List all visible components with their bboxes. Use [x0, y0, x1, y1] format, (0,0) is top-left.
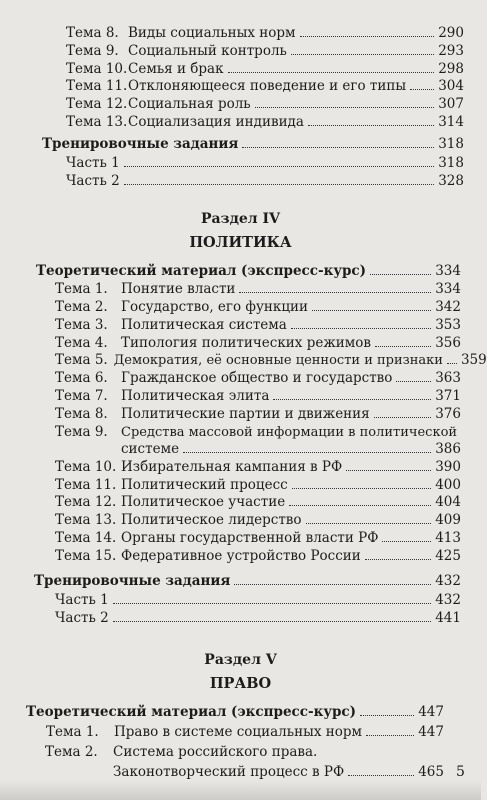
- topic-number: Тема 2.: [45, 744, 98, 760]
- folio-number: 5: [456, 764, 465, 780]
- page-number: 359: [460, 352, 487, 368]
- training-label: Тренировочные задания: [42, 136, 239, 152]
- toc-entry[interactable]: [55, 512, 461, 529]
- topic-number: Тема 2.: [55, 299, 108, 315]
- theory-label: Теоретический материал (экспресс-курс): [36, 263, 367, 279]
- topic-title: Политический процесс: [121, 477, 288, 493]
- page-number: 363: [435, 370, 461, 386]
- topic-title: Гражданское общество и государство: [121, 370, 393, 386]
- leader-dots: [396, 381, 431, 382]
- topic-title: Политическое участие: [121, 494, 286, 510]
- toc-entry[interactable]: [55, 424, 461, 441]
- leader-dots: [113, 603, 431, 604]
- leader-dots: [346, 470, 431, 471]
- topic-title: Семья и брак: [128, 61, 224, 77]
- topic-title: Государство, его функции: [121, 299, 309, 315]
- topic-number: Тема 9.: [66, 43, 119, 59]
- page-number: 314: [438, 114, 464, 130]
- toc-entry[interactable]: [66, 43, 464, 60]
- leader-dots: [374, 417, 432, 418]
- leader-dots: [366, 735, 414, 736]
- page-number: 293: [438, 43, 464, 59]
- toc-entry[interactable]: [55, 299, 461, 316]
- page-number: 404: [435, 494, 461, 510]
- topic-title: Право в системе социальных норм: [114, 724, 362, 740]
- topic-title: Средства массовой информации в политической: [121, 425, 458, 440]
- topic-number: Тема 3.: [55, 317, 108, 333]
- topic-title: Политические партии и движения: [121, 406, 370, 422]
- topic-number: Тема 13.: [55, 512, 117, 528]
- page-number: 413: [435, 530, 461, 546]
- topic-title: Политическая элита: [121, 388, 270, 404]
- topic-number: Тема 12.: [55, 494, 117, 510]
- toc-entry[interactable]: [55, 459, 461, 476]
- topic-title: Социализация индивида: [128, 114, 304, 130]
- topic-title-continuation: системе: [121, 441, 180, 457]
- topic-title: Система российского права.: [113, 744, 318, 760]
- part-label: Часть 2: [55, 610, 109, 626]
- toc-entry[interactable]: [55, 317, 461, 334]
- page-number: 318: [438, 136, 464, 152]
- toc-entry[interactable]: [55, 352, 487, 369]
- topic-number: Тема 5.: [55, 352, 108, 368]
- topic-title: Виды социальных норм: [128, 25, 296, 41]
- page-number: 376: [435, 406, 461, 422]
- section-title: ПОЛИТИКА: [189, 234, 292, 251]
- leader-dots: [291, 54, 434, 55]
- training-tasks-entry[interactable]: [42, 136, 464, 153]
- topic-title: Социальная роль: [128, 96, 251, 112]
- training-label: Тренировочные задания: [34, 573, 231, 589]
- part-entry[interactable]: [55, 592, 461, 609]
- toc-entry[interactable]: [66, 78, 464, 95]
- topic-number: Тема 10.: [66, 61, 128, 77]
- leader-dots: [228, 72, 435, 73]
- page-number: 353: [435, 317, 461, 333]
- leader-dots: [239, 292, 431, 293]
- leader-dots: [382, 541, 431, 542]
- theory-label: Теоретический материал (экспресс-курс): [26, 704, 357, 720]
- toc-entry[interactable]: [55, 477, 461, 494]
- topic-number: Тема 1.: [46, 724, 99, 740]
- leader-dots: [300, 36, 435, 37]
- leader-dots: [124, 184, 434, 185]
- page-number: 409: [435, 512, 461, 528]
- leader-dots: [289, 505, 431, 506]
- toc-entry[interactable]: [66, 61, 464, 78]
- part-entry[interactable]: [66, 173, 464, 190]
- page-number: 328: [438, 173, 464, 189]
- part-entry[interactable]: [55, 610, 461, 627]
- topic-number: Тема 11.: [66, 78, 128, 94]
- part-entry[interactable]: [66, 155, 464, 172]
- page-number: 465: [418, 764, 444, 780]
- topic-number: Тема 12.: [66, 96, 128, 112]
- topic-number: Тема 4.: [55, 335, 108, 351]
- section-title: ПРАВО: [209, 675, 272, 692]
- topic-number: Тема 7.: [55, 388, 108, 404]
- topic-title: Типология политических режимов: [121, 335, 371, 351]
- leader-dots: [370, 274, 431, 275]
- toc-entry[interactable]: [55, 281, 461, 298]
- leader-dots: [348, 775, 414, 776]
- section-header: Раздел IV: [201, 211, 280, 227]
- page-shadow: [0, 780, 481, 800]
- theory-entry[interactable]: [26, 704, 444, 721]
- leader-dots: [242, 147, 434, 148]
- page-number: 432: [435, 592, 461, 608]
- leader-dots: [273, 399, 431, 400]
- leader-dots: [375, 346, 431, 347]
- topic-number: Тема 15.: [55, 548, 117, 564]
- leader-dots: [360, 715, 414, 716]
- leader-dots: [113, 621, 431, 622]
- leader-dots: [306, 523, 432, 524]
- toc-entry[interactable]: [55, 494, 461, 511]
- toc-entry[interactable]: [46, 724, 444, 741]
- section-header: Раздел V: [204, 652, 277, 668]
- topic-number: Тема 1.: [55, 281, 108, 297]
- topic-title: Политическая система: [121, 317, 287, 333]
- page-number: 356: [435, 335, 461, 351]
- part-label: Часть 2: [66, 173, 120, 189]
- topic-title: Органы государственной власти РФ: [121, 530, 379, 546]
- part-label: Часть 1: [55, 592, 109, 608]
- page-number: 400: [435, 477, 461, 493]
- leader-dots: [291, 328, 431, 329]
- toc-entry[interactable]: [55, 388, 461, 405]
- leader-dots: [292, 488, 432, 489]
- topic-number: Тема 10.: [55, 459, 117, 475]
- toc-entry[interactable]: [66, 25, 464, 42]
- page-number: 371: [435, 388, 461, 404]
- leader-dots: [308, 125, 434, 126]
- page-number: 390: [435, 459, 461, 475]
- leader-dots: [234, 584, 431, 585]
- page-number: 425: [435, 548, 461, 564]
- page-number: 334: [435, 263, 461, 279]
- topic-title: Понятие власти: [121, 281, 236, 297]
- leader-dots: [183, 452, 431, 453]
- leader-dots: [312, 310, 431, 311]
- part-label: Часть 1: [66, 155, 120, 171]
- topic-title: Отклоняющееся поведение и его типы: [128, 78, 407, 94]
- page-number: 447: [418, 724, 444, 740]
- topic-number: Тема 11.: [55, 477, 117, 493]
- page-number: 318: [438, 155, 464, 171]
- topic-title: Избирательная кампания в РФ: [121, 459, 343, 475]
- topic-title: Демократия, её основные ценности и признаки: [113, 353, 443, 368]
- training-tasks-entry[interactable]: [34, 573, 461, 590]
- topic-title: Социальный контроль: [128, 43, 287, 59]
- topic-number: Тема 8.: [55, 406, 108, 422]
- page-number: 447: [418, 704, 444, 720]
- leader-dots: [124, 166, 434, 167]
- topic-number: Тема 8.: [66, 25, 119, 41]
- topic-number: Тема 14.: [55, 530, 117, 546]
- toc-entry[interactable]: [45, 744, 444, 761]
- topic-number: Тема 13.: [66, 114, 128, 130]
- page-number: 386: [435, 441, 461, 457]
- topic-title: Политическое лидерство: [121, 512, 302, 528]
- page-number: 298: [438, 61, 464, 77]
- toc-entry-continuation: [121, 441, 461, 458]
- topic-title-continuation: Законотворческий процесс в РФ: [113, 764, 345, 780]
- toc-entry[interactable]: [55, 530, 461, 547]
- toc-entry[interactable]: [66, 114, 464, 131]
- page-number: 342: [435, 299, 461, 315]
- leader-dots: [447, 363, 457, 364]
- leader-dots: [255, 107, 435, 108]
- page-number: 432: [435, 573, 461, 589]
- leader-dots: [365, 559, 431, 560]
- page-number: 334: [435, 281, 461, 297]
- toc-entry[interactable]: [66, 96, 464, 113]
- page-number: 307: [438, 96, 464, 112]
- theory-entry[interactable]: [36, 263, 461, 280]
- toc-entry-continuation: [113, 764, 444, 781]
- page-number: 290: [438, 25, 464, 41]
- toc-entry[interactable]: [55, 406, 461, 423]
- topic-title: Федеративное устройство России: [121, 548, 361, 564]
- toc-entry[interactable]: [55, 335, 461, 352]
- toc-entry[interactable]: [55, 548, 461, 565]
- toc-entry[interactable]: [55, 370, 461, 387]
- page-number: 304: [438, 78, 464, 94]
- topic-number: Тема 9.: [55, 424, 108, 440]
- page-number: 441: [435, 610, 461, 626]
- leader-dots: [410, 89, 434, 90]
- topic-number: Тема 6.: [55, 370, 108, 386]
